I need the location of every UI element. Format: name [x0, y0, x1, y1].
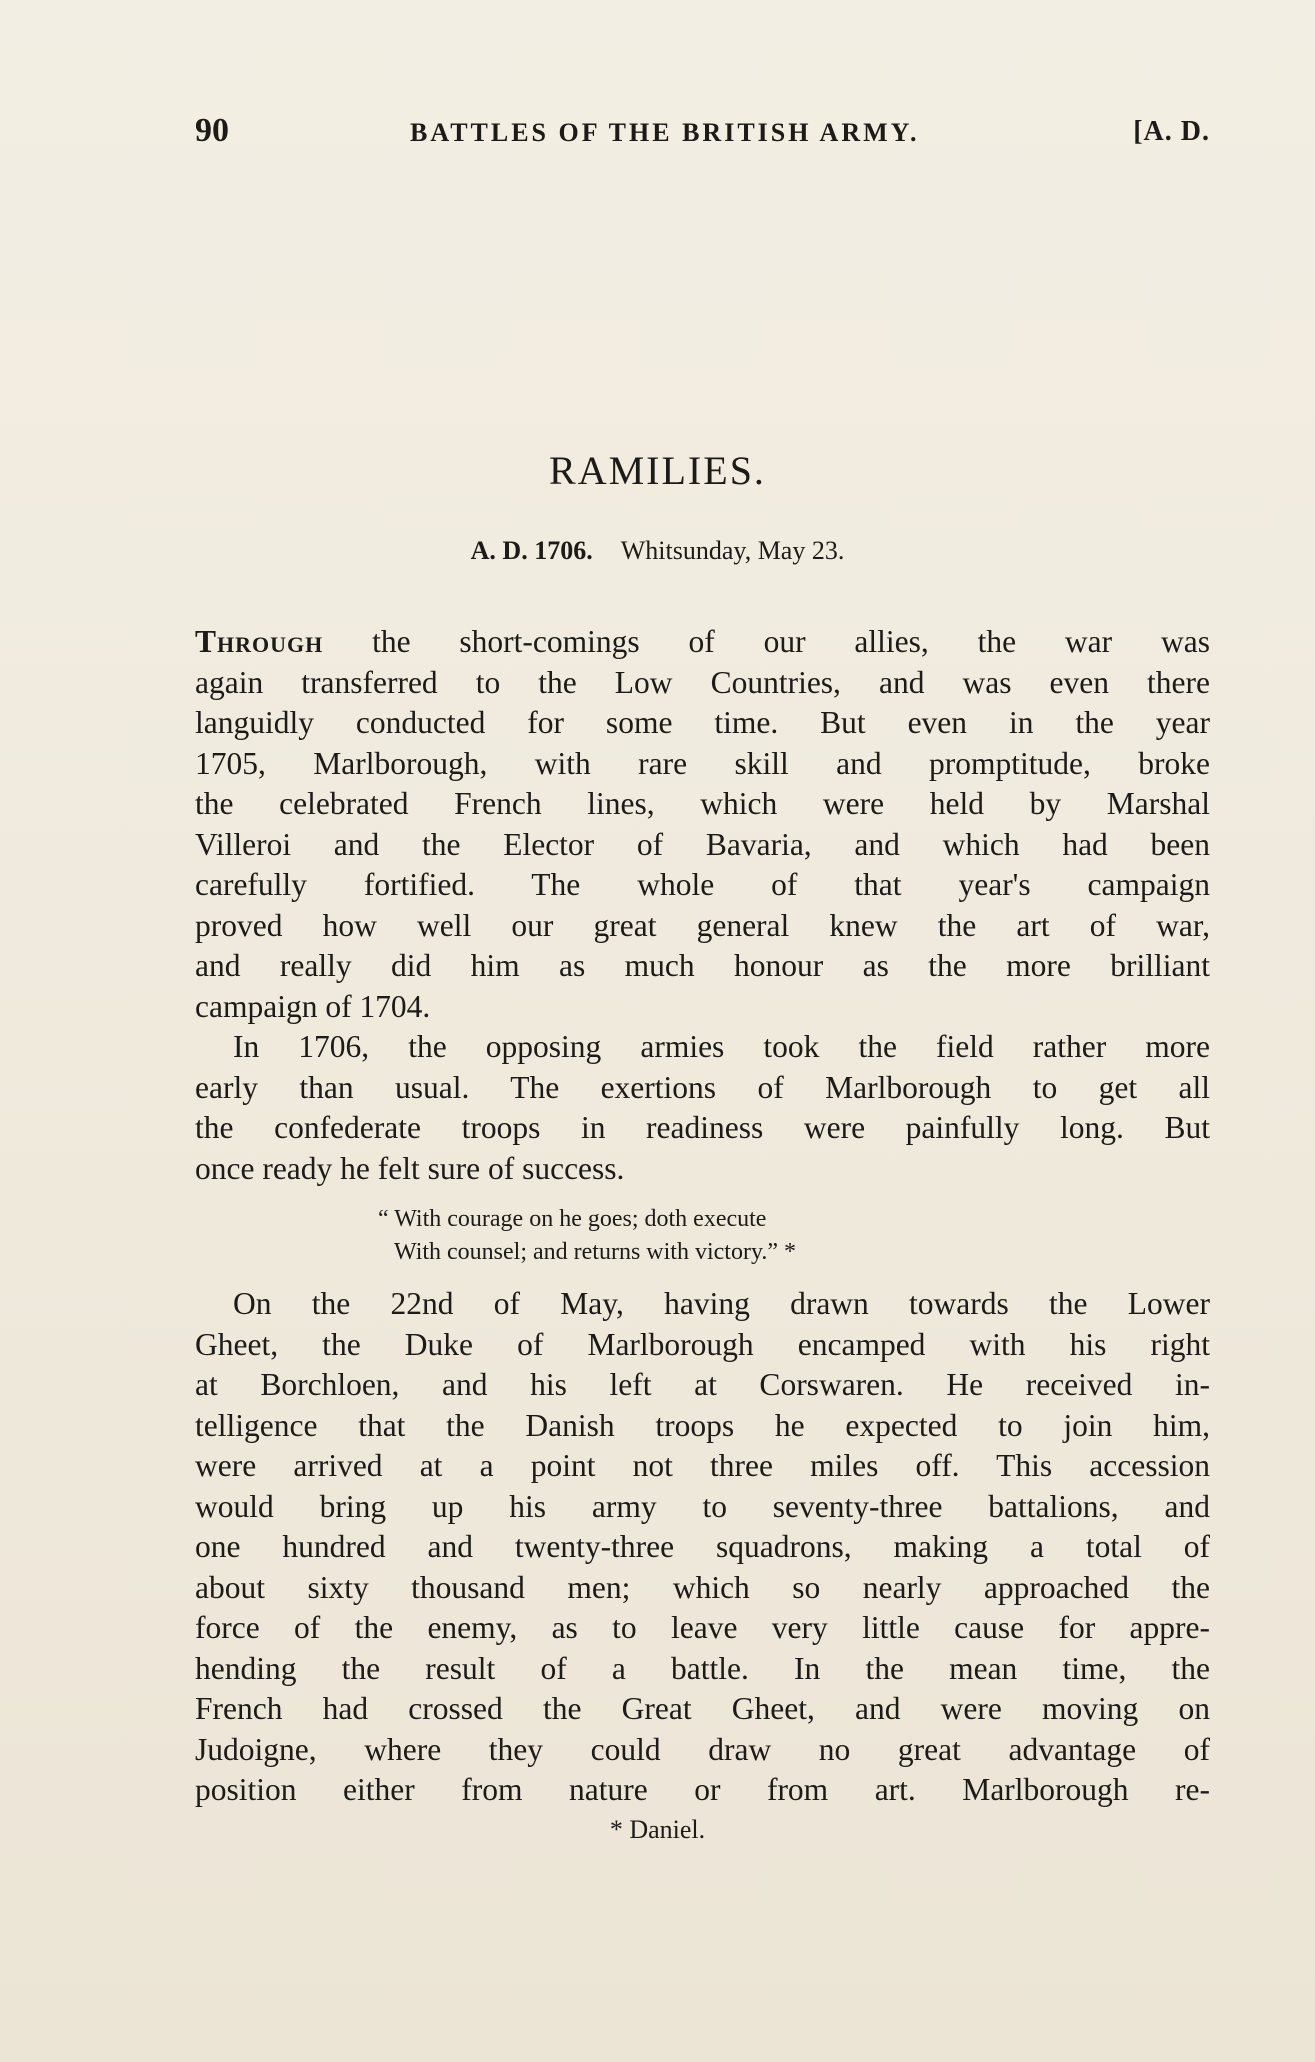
- running-abbreviation: [A. D.: [1133, 116, 1210, 147]
- text-line: Judoigne, where they could draw no great advantage of: [195, 1731, 1210, 1767]
- text-line: On the 22nd of May, having drawn towards the Lower: [233, 1286, 1210, 1321]
- chapter-date-year: A. D. 1706.: [470, 536, 593, 565]
- quote-line: With counsel; and returns with victory.” *: [394, 1239, 797, 1265]
- text-line: again transferred to the Low Countries, and was even there: [195, 664, 1210, 700]
- chapter-title: RAMILIES.: [549, 448, 766, 493]
- quote-line: “ With courage on he goes; doth execute: [378, 1206, 767, 1232]
- text-line: 1705, Marlborough, with rare skill and promptitude, broke: [195, 745, 1210, 781]
- text-line: telligence that the Danish troops he expected to join him,: [195, 1407, 1210, 1443]
- text-line: French had crossed the Great Gheet, and were moving on: [195, 1691, 1210, 1726]
- text-line: proved how well our great general knew the art of war,: [195, 907, 1210, 943]
- text-line: and really did him as much honour as the more brilliant: [195, 948, 1210, 983]
- text-line: one hundred and twenty-three squadrons, making a total of: [195, 1529, 1210, 1564]
- text-line: about sixty thousand men; which so nearly approached the: [195, 1569, 1210, 1605]
- chapter-date: [0, 536, 1315, 566]
- text-line: once ready he felt sure of success.: [195, 1150, 625, 1186]
- text-line: languidly conducted for some time. But even in the year: [195, 705, 1210, 740]
- text-line: In 1706, the opposing armies took the field rather more: [233, 1029, 1210, 1064]
- text-line: the celebrated French lines, which were held by Marshal: [195, 786, 1210, 821]
- paragraph-2: [195, 1027, 1210, 1189]
- text-line: at Borchloen, and his left at Corswaren. He received in-: [195, 1367, 1210, 1402]
- text-line: early than usual. The exertions of Marlborough to get all: [195, 1069, 1210, 1105]
- footnote: * Daniel.: [609, 1815, 706, 1844]
- text-line: were arrived at a point not three miles off. This accession: [195, 1448, 1210, 1483]
- paragraph-1: [195, 622, 1210, 1027]
- text-line: force of the enemy, as to leave very little cause for appre-: [195, 1610, 1210, 1645]
- page-number: 90: [195, 112, 229, 149]
- text-line: carefully fortified. The whole of that year's campaign: [195, 867, 1210, 902]
- chapter-date-day: Whitsunday, May 23.: [620, 536, 845, 565]
- text-line: the confederate troops in readiness were painfully long. But: [195, 1110, 1210, 1145]
- text-line: campaign of 1704.: [195, 988, 431, 1024]
- text-line: Villeroi and the Elector of Bavaria, and which had been: [195, 826, 1210, 862]
- paragraph-3: [195, 1284, 1210, 1811]
- running-title: BATTLES OF THE BRITISH ARMY.: [410, 118, 920, 147]
- text-line: position either from nature or from art. Marlborough re-: [195, 1772, 1210, 1807]
- lead-word: Through: [195, 624, 324, 659]
- verse-quotation: [378, 1203, 796, 1269]
- text-line: Through the short-comings of our allies, the war was: [195, 624, 1210, 659]
- running-head: [195, 112, 1210, 156]
- text-line: Gheet, the Duke of Marlborough encamped with his right: [195, 1326, 1210, 1362]
- text-line: would bring up his army to seventy-three battalions, and: [195, 1488, 1210, 1524]
- text-line: hending the result of a battle. In the mean time, the: [195, 1650, 1210, 1686]
